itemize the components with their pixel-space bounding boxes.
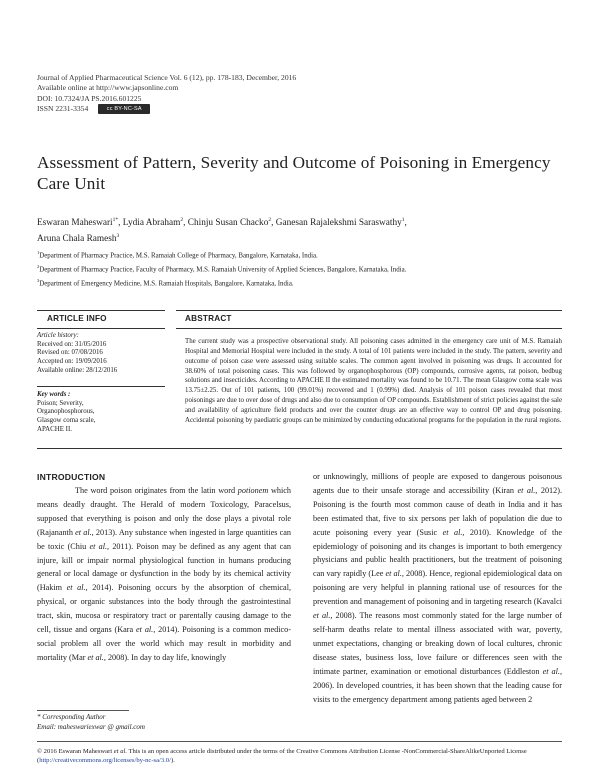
corresponding-author — [37, 713, 145, 732]
abstract-heading: ABSTRACT — [185, 314, 232, 323]
intro-paragraph-right: or unknowingly, millions of people are exposed to dangerous poisonous agents due to their unsafe storage and accessibility (Kiran et al., 2012). Poisoning is the fourth most common cause of death in India and it has been estimated that, five to six persons per lakh of population die due to acute poisoning every year (Susic et al., 2010). Knowledge of the epidemiology of poisoning and its changes is important to both emergency physicians and public health practitioners, but the treatment of poisoning can vary rapidly (Lee et al., 2008). Hence, regional epidemiological data on poisoning are very helpful in planning rational use of resources for the prevention and management of poisoning and in targeting research (Kavalci et al., 2008). The reasons most commonly stated for the large number of self-harm deaths relate to mental illness associated with war, poverty, unmet expectations, changing or breaking down of local cultures, chronic disease states, business loss, love failure or differences seen with the intimate partner, examination or emotional disturbances (Eddleston et al., 2006). In developed countries, it has been shown that the leading cause for visits to the emergency department among patients aged between 2 — [313, 472, 563, 704]
divider — [37, 328, 165, 329]
divider — [37, 741, 562, 742]
author-name: , Chinju Susan Chacko — [183, 218, 269, 229]
corresponding-email[interactable]: Email: maheswariexwar @ gmail.com — [37, 722, 145, 731]
journal-citation: Journal of Applied Pharmaceutical Science Vol. 6 (12), pp. 178-183, December, 2016 — [37, 73, 297, 82]
revised-date: Revised on: 07/08/2016 — [37, 349, 103, 357]
article-info-heading: ARTICLE INFO — [47, 314, 107, 323]
accepted-date: Accepted on: 19/09/2016 — [37, 358, 107, 366]
author-sup: 2 — [180, 217, 184, 223]
affiliations — [37, 248, 567, 290]
author-sup: 1 — [401, 217, 405, 223]
author-name: Eswaran Maheswari — [37, 218, 113, 229]
author-sup: 2 — [268, 217, 272, 223]
available-online: Available online at http://www.japsonline.com — [37, 83, 179, 93]
keyword: Glasgow coma scale, — [37, 417, 96, 425]
divider — [37, 386, 165, 387]
available-date: Available online: 28/12/2016 — [37, 366, 118, 374]
keyword: APACHE II. — [37, 425, 72, 433]
issn: ISSN 2231-3354 — [37, 103, 89, 113]
author-name: , Ganesan Rajalekshmi Saraswathy — [271, 218, 402, 229]
footnote-divider — [37, 710, 129, 711]
article-title: Assessment of Pattern, Severity and Outcome of Poisoning in Emergency Care Unit — [37, 153, 551, 193]
keyword: Organophosphorous, — [37, 408, 95, 416]
article-history — [37, 332, 165, 376]
cc-license-badge-icon[interactable]: cc BY-NC-SA — [98, 104, 150, 114]
license-link[interactable]: http://creativecommons.org/licenses/by-nc-sa/3.0/ — [39, 757, 171, 765]
divider — [176, 328, 562, 329]
keyword: Poison; Severity, — [37, 399, 84, 407]
introduction-heading: INTRODUCTION — [37, 472, 106, 482]
corresponding-label: * Corresponding Author — [37, 713, 106, 721]
keywords-label: Key words : — [37, 391, 71, 398]
abstract-text: The current study was a prospective observational study. All poisoning cases admitted in the emergency care unit of M.S. Ramaiah Hospital and Memorial Hospital were included in the study. A total of 101 patients were included in the study. The pattern, severity and outcome of poison case were assessed using suitable scales. The common agent involved in poisoning was drugs. It accounted for 38.60% of total poisoning cases. This was followed by organophosphorous (OP) compounds, corrosive agents, rat poison, bedbug solutions and insecticides. According to APACHE II the estimated mortality was found to be 10.71. The mean Glasgow coma scale was 13.75±2.25. Out of 101 patients, 100 (99.01%) recovered and 1 (0.99%) died. Analysis of 101 poison cases revealed that most poisonings are due to over dose of drugs and also due to consumption of OP compounds. Establishment of strict policies against the sale and availability of agriculture field products and over the counter drugs are an effective way to control OP and drug poisoning. Accidental poisoning by paediatric groups can be minimized by conducting educational programs for the population in the rural regions. — [185, 338, 562, 424]
author-sup: 1* — [112, 217, 119, 223]
intro-paragraph-left: The word poison originates from the latin word potionem which means deadly draught. The Herald of modern Toxicology, Paracelsus, supposed that everything is poison and only the dose plays a pivotal role (Rajananth et al., 2013). Any substance when ingested in large quantities can be toxic (Chiu et al., 2011). Poison may be defined as any agent that can injure, kill or impair normal physiological function in humans producing general or local damage or dysfunction in the body by its chemical activity (Hakim et al., 2014). Poisoning occurs by the absorption of chemical, physical, or organic substances into the body through the gastrointestinal tract, skin, mucosa or respiratory tract or parentally causing damage to the cell, tissue and organs (Kara et al., 2014). Poisoning is a common medico-social problem all over the world which may result in morbidity and mortality (Mar et al., 2008). In day to day life, knowingly — [37, 486, 292, 662]
author-name: , Lydia Abraham — [118, 218, 181, 229]
received-date: Received on: 31/05/2016 — [37, 340, 107, 348]
author-list: Eswaran Maheswari$^{1*}$, Lydia Abraham$^2$, Chinju Susan Chacko$^2$, Ganesan Rajalekshmi Saraswathy$^1$, Aruna Chala Ramesh$^3$ — [37, 217, 407, 244]
affiliation-item: $^2$Department of Pharmacy Practice, Faculty of Pharmacy, M.S. Ramaiah University of Applied Sciences, Bangalore, Karnataka, India. — [37, 263, 407, 274]
doi: DOI: 10.7324/JA PS.2016.601225 — [37, 93, 142, 103]
divider — [176, 310, 562, 311]
divider — [37, 448, 562, 449]
keywords — [37, 391, 165, 435]
affiliation-item: $^3$Department of Emergency Medicine, M.S. Ramaiah Hospitals, Bangalore, Karnataka, India. — [37, 277, 294, 288]
author-name: Aruna Chala Ramesh — [37, 233, 117, 244]
license-footer: © 2016 Eswaran Maheswari et al. This is an open access article distributed under the terms of the Creative Commons Attribution License -NonCommercial-ShareAlikeUnported License (http://creativecommons.org/licenses/by-nc-sa/3.0/). — [37, 748, 527, 765]
divider — [37, 310, 165, 311]
affiliation-item: $^1$Department of Pharmacy Practice, M.S. Ramaiah College of Pharmacy, Bangalore, Karnataka, India. — [37, 250, 318, 260]
history-label: Article history: — [37, 332, 79, 339]
journal-header — [37, 73, 296, 114]
author-sup: 3 — [116, 232, 120, 239]
